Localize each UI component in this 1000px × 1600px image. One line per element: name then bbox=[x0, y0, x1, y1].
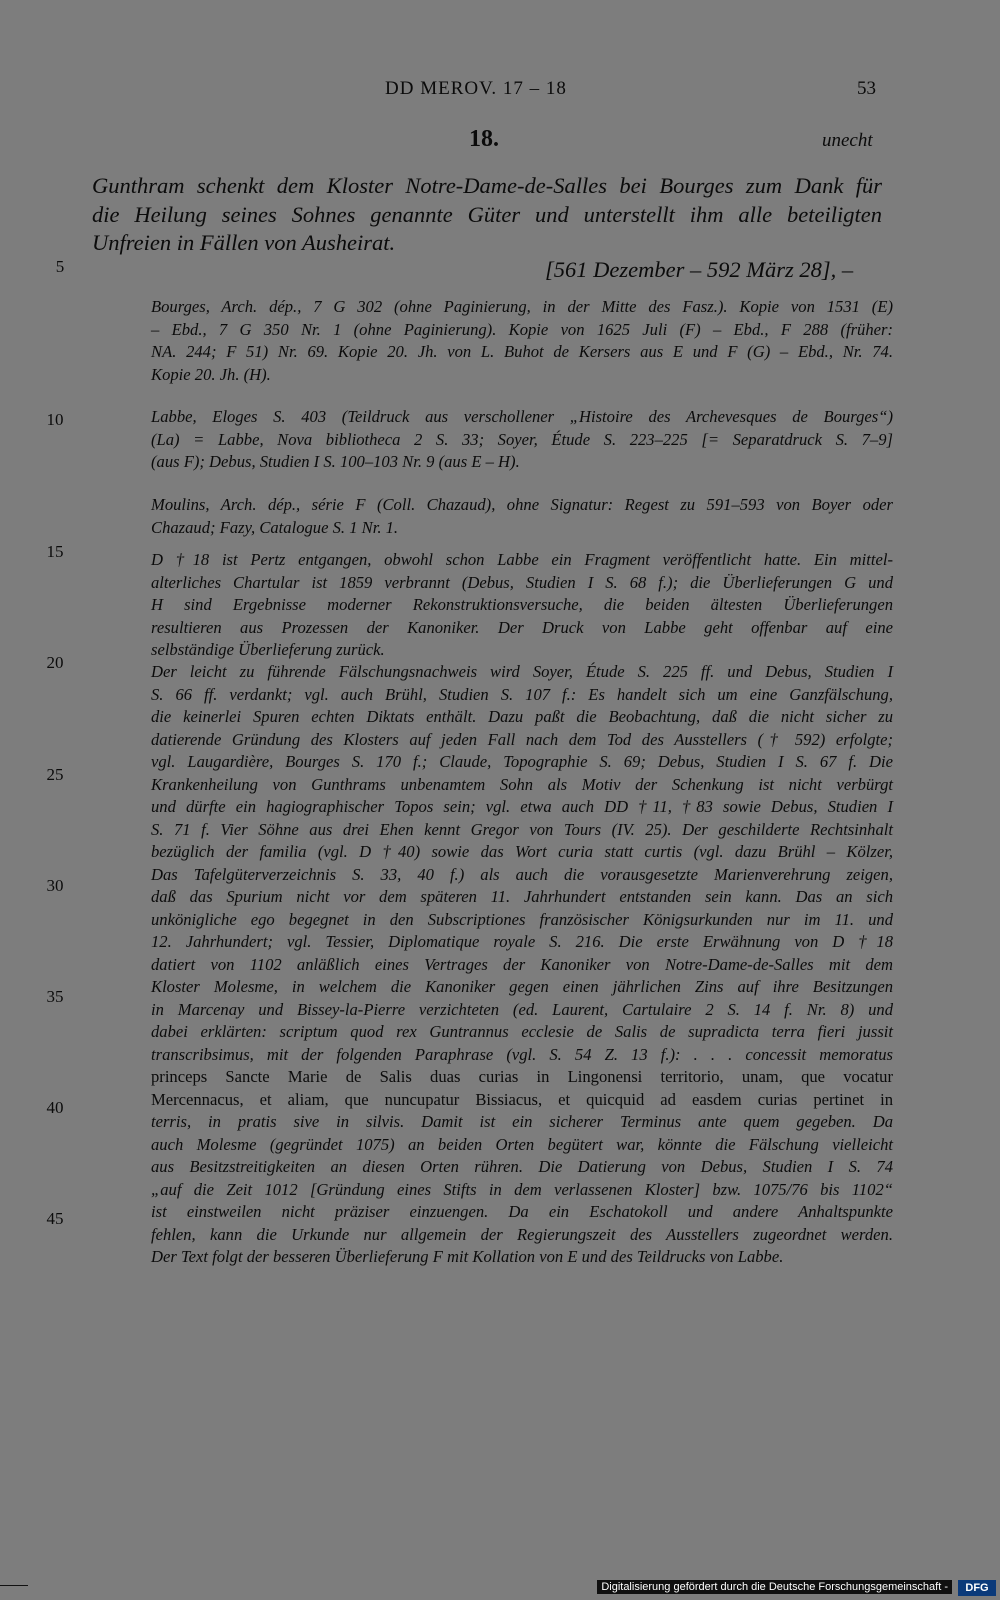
line-number: 35 bbox=[46, 987, 64, 1006]
page-number: 53 bbox=[857, 78, 876, 99]
text-line: Labbe, Eloges S. 403 (Teildruck aus verschollener „Histoire des Archevesques de Bourges“) bbox=[151, 407, 893, 426]
text-line: Das Tafelgüterverzeichnis S. 33, 40 f.) als auch die vorausgesetzte Marienverehrung zeigen, bbox=[151, 864, 893, 884]
text-line: die keinerlei Spuren echten Diktats enthält. Dazu paßt die Beobachtung, daß die nicht sicher zu bbox=[151, 707, 893, 726]
regest bbox=[92, 172, 882, 258]
text-line: Kloster Molesme, in welchem die Kanoniker gegen einen jährlichen Zins auf ihre Besitzungen bbox=[151, 977, 893, 996]
digitization-credit: Digitalisierung gefördert durch die Deutsche Forschungsgemeinschaft - bbox=[597, 1580, 952, 1594]
regest-line: die Heilung seines Sohnes genannte Güter und unterstellt ihm alle beteiligten bbox=[92, 201, 882, 227]
document-number: 18. bbox=[469, 126, 499, 152]
text-line: dabei erklärten: scriptum quod rex Guntrannus ecclesie de Salis de supradicta terra fieri jussit bbox=[151, 1022, 893, 1041]
text-line: ist einstweilen nicht präziser einzuengen. Da ein Eschatokoll und andere Anhaltspunkte bbox=[151, 1202, 893, 1221]
running-title: DD MEROV. 17 – 18 bbox=[385, 78, 567, 99]
text-line: terris, in pratis sive in silvis. Damit ist ein sicherer Terminus ante quem gegeben. Da bbox=[151, 1112, 893, 1131]
text-line: bezüglich der familia (vgl. D †40) sowie das Wort curia statt curtis (vgl. dazu Brühl – Kölzer, bbox=[151, 842, 893, 861]
text-line: „auf die Zeit 1012 [Gründung eines Stifts in dem verlassenen Kloster] bzw. 1075/76 bis 1102“ bbox=[151, 1179, 893, 1199]
tradition-block bbox=[151, 296, 893, 386]
text-line: resultieren aus Prozessen der Kanoniker. Der Druck von Labbe geht offenbar auf eine bbox=[151, 617, 893, 637]
text-line: Krankenheilung von Gunthrams unbenamtem Sohn als Motiv der Schenkung ist nicht verbürgt bbox=[151, 774, 893, 794]
bottom-rule bbox=[0, 1585, 28, 1586]
text-line: alterliches Chartular ist 1859 verbrannt (Debus, Studien I S. 68 f.); die Überlieferungen G und bbox=[151, 572, 893, 592]
text-line: Mercennacus, et aliam, que nuncupatur Bissiacus, et quicquid ad easdem curias pertinet in bbox=[151, 1089, 893, 1109]
line-number: 30 bbox=[46, 876, 64, 895]
text-line: Chazaud; Fazy, Catalogue S. 1 Nr. 1. bbox=[151, 517, 399, 537]
text-line: D †18 ist Pertz entgangen, obwohl schon Labbe ein Fragment veröffentlicht hatte. Ein mittel- bbox=[151, 550, 893, 569]
text-line: Der Text folgt der besseren Überlieferung F mit Kollation von E und des Teildrucks von Labbe. bbox=[151, 1247, 784, 1266]
text-line: – Ebd., 7 G 350 Nr. 1 (ohne Paginierung). Kopie von 1625 Juli (F) – Ebd., F 288 (früher: bbox=[151, 319, 893, 339]
text-line: datierende Gründung des Klosters auf jeden Fall nach dem Tod des Ausstellers († 592) erfolgte; bbox=[151, 729, 893, 749]
regests-block bbox=[151, 494, 893, 539]
text-line: (La) = Labbe, Nova bibliotheca 2 S. 33; Soyer, Étude S. 223–225 [= Separatdruck S. 7–9] bbox=[151, 429, 893, 449]
text-line: S. 66 ff. verdankt; vgl. auch Brühl, Studien S. 107 f.: Es handelt sich um eine Ganzfälschung, bbox=[151, 684, 893, 704]
commentary-paragraph-1 bbox=[151, 549, 893, 662]
line-number: 5 bbox=[55, 257, 65, 276]
document-date: [561 Dezember – 592 März 28], – bbox=[545, 257, 854, 282]
text-line: NA. 244; F 51) Nr. 69. Kopie 20. Jh. von L. Buhot de Kersers aus E und F (G) – Ebd., Nr. 74. bbox=[151, 342, 893, 361]
regest-line: Gunthram schenkt dem Kloster Notre-Dame-de-Salles bei Bourges zum Dank für bbox=[92, 173, 882, 198]
text-line: Bourges, Arch. dép., 7 G 302 (ohne Paginierung, in der Mitte des Fasz.). Kopie von 1531 (E) bbox=[151, 297, 893, 316]
text-line: princeps Sancte Marie de Salis duas curias in Lingonensi territorio, unam, que vocatur bbox=[151, 1067, 893, 1086]
text-line: aus Besitzstreitigkeiten an diesen Orten rühren. Die Datierung von Debus, Studien I S. 74 bbox=[151, 1157, 893, 1176]
text-line: selbständige Überlieferung zurück. bbox=[151, 640, 385, 659]
text-line: daß das Spurium nicht vor dem späteren 11. Jahrhundert entstanden sein kann. Das an sich bbox=[151, 887, 893, 906]
text-line: in Marcenay und Bissey-la-Pierre verzichteten (ed. Laurent, Cartulaire 2 S. 14 f. Nr. 8) und bbox=[151, 999, 893, 1019]
commentary-paragraph-2 bbox=[151, 661, 893, 1269]
text-line: 12. Jahrhundert; vgl. Tessier, Diplomatique royale S. 216. Die erste Erwähnung von D †18 bbox=[151, 932, 893, 951]
line-number: 20 bbox=[46, 653, 64, 672]
text-line: S. 71 f. Vier Söhne aus drei Ehen kennt Gregor von Tours (IV. 25). Der geschilderte Rechtsinhalt bbox=[151, 819, 893, 839]
text-line: transcribsimus, mit der folgenden Paraphrase (vgl. S. 54 Z. 13 f.): . . . concessit memoratus bbox=[151, 1044, 893, 1064]
line-number: 40 bbox=[46, 1098, 64, 1117]
authenticity-label: unecht bbox=[822, 130, 873, 151]
line-number: 15 bbox=[46, 542, 64, 561]
editions-block bbox=[151, 406, 893, 474]
text-line: und dürfte ein hagiographischer Topos sein; vgl. etwa auch DD †11, †83 sowie Debus, Studien I bbox=[151, 797, 893, 816]
line-number: 45 bbox=[46, 1209, 64, 1228]
text-line: vgl. Laugardière, Bourges S. 170 f.; Claude, Topographie S. 69; Debus, Studien I S. 67 f. Die bbox=[151, 752, 893, 771]
text-line: Moulins, Arch. dép., série F (Coll. Chazaud), ohne Signatur: Regest zu 591–593 von Boyer oder bbox=[151, 495, 893, 514]
text-line: auch Molesme (gegründet 1075) an beiden Orten begütert war, könnte die Fälschung vielleicht bbox=[151, 1134, 893, 1154]
text-line: Kopie 20. Jh. (H). bbox=[151, 364, 271, 384]
text-line: datiert von 1102 anläßlich eines Vertrages der Kanoniker von Notre-Dame-de-Salles mit dem bbox=[151, 954, 893, 974]
text-line: unkönigliche ego begegnet in den Subscriptiones französischer Königsurkunden nur im 11. und bbox=[151, 909, 893, 929]
regest-line: Unfreien in Fällen von Ausheirat. bbox=[92, 230, 396, 255]
text-line: fehlen, kann die Urkunde nur allgemein der Regierungszeit des Ausstellers zugeordnet werden. bbox=[151, 1224, 893, 1244]
line-number: 10 bbox=[46, 410, 64, 429]
dfg-logo: DFG bbox=[958, 1580, 996, 1596]
running-head bbox=[0, 78, 1000, 102]
line-number: 25 bbox=[46, 765, 64, 784]
text-line: H sind Ergebnisse moderner Rekonstruktionsversuche, die beiden ältesten Überlieferungen bbox=[151, 595, 893, 614]
text-line: Der leicht zu führende Fälschungsnachweis wird Soyer, Étude S. 225 ff. und Debus, Studien I bbox=[151, 662, 893, 681]
text-line: (aus F); Debus, Studien I S. 100–103 Nr. 9 (aus E – H). bbox=[151, 452, 520, 471]
